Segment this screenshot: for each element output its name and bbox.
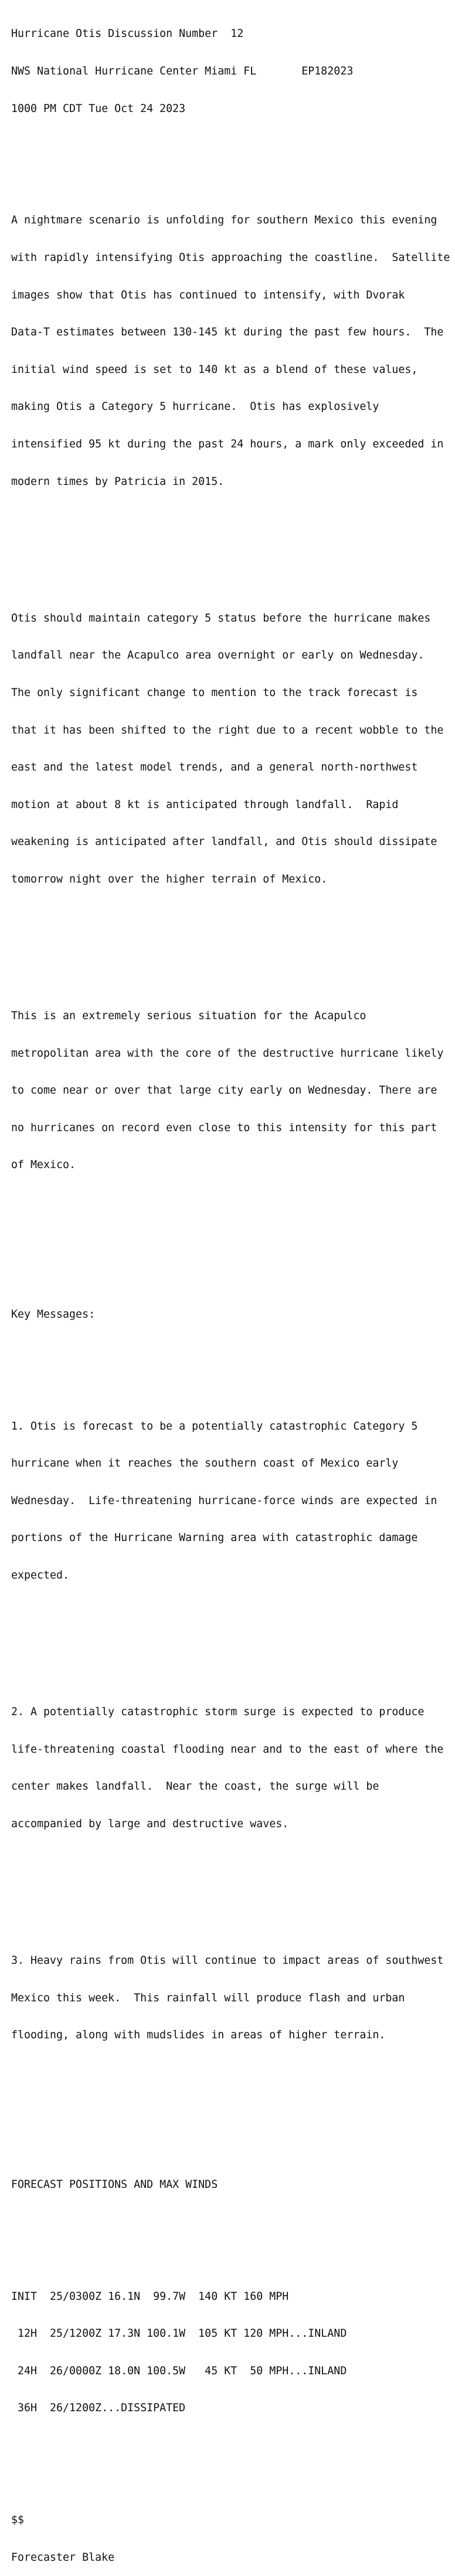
text-line: 2. A potentially catastrophic storm surge is expected to produce (11, 1706, 425, 1719)
text-line: east and the latest model trends, and a general north-northwest (11, 761, 418, 774)
blank-line (11, 1880, 451, 1892)
text-line: This is an extremely serious situation for the Acapulco (11, 1010, 366, 1023)
text-line: weakening is anticipated after landfall, and Otis should dissipate (11, 836, 437, 849)
blank-line (11, 935, 451, 948)
forecast-heading: FORECAST POSITIONS AND MAX WINDS (11, 2178, 218, 2191)
forecast-row: INIT 25/0300Z 16.1N 99.7W 140 KT 160 MPH (11, 2290, 289, 2303)
text-line: modern times by Patricia in 2015. (11, 475, 225, 488)
forecast-table (11, 2265, 451, 2439)
text-line: landfall near the Acapulco area overnight or early on Wednesday. (11, 649, 425, 662)
discussion-paragraph-3 (11, 985, 451, 1196)
discussion-paragraph-2 (11, 587, 451, 910)
text-line: portions of the Hurricane Warning area with catastrophic damage (11, 1532, 418, 1545)
text-line: that it has been shifted to the right due to a recent wobble to the (11, 724, 444, 737)
text-line: motion at about 8 kt is anticipated through landfall. Rapid (11, 798, 399, 811)
text-line: with rapidly intensifying Otis approaching the coastline. Satellite (11, 251, 450, 264)
end-marker: $$ (11, 2514, 25, 2527)
discussion-document (11, 3, 451, 2576)
text-line: of Mexico. (11, 1159, 76, 1172)
forecast-row: 36H 26/1200Z...DISSIPATED (11, 2402, 186, 2415)
text-line: The only significant change to mention to the track forecast is (11, 686, 418, 699)
text-line: to come near or over that large city early on Wednesday. There are (11, 1084, 437, 1097)
document-title: Hurricane Otis Discussion Number 12 (11, 28, 244, 40)
text-line: Otis should maintain category 5 status before the hurricane makes (11, 612, 431, 625)
blank-line (11, 140, 451, 152)
text-line: A nightmare scenario is unfolding for southern Mexico this evening (11, 214, 437, 227)
text-line: tomorrow night over the higher terrain of Mexico. (11, 873, 328, 885)
blank-line (11, 2464, 451, 2476)
text-line: intensified 95 kt during the past 24 hours, a mark only exceeded in (11, 437, 444, 450)
key-message-3 (11, 1930, 451, 2066)
blank-line (11, 1631, 451, 1644)
text-line: Mexico this week. This rainfall will produce flash and urban (11, 1991, 405, 2004)
issue-time: 1000 PM CDT Tue Oct 24 2023 (11, 102, 186, 115)
text-line: 1. Otis is forecast to be a potentially catastrophic Category 5 (11, 1420, 418, 1433)
forecast-row: 12H 25/1200Z 17.3N 100.1W 105 KT 120 MPH...INLAND (11, 2327, 347, 2340)
blank-line (11, 2215, 451, 2228)
key-message-2 (11, 1681, 451, 1855)
text-line: center makes landfall. Near the coast, the surge will be (11, 1780, 379, 1793)
issuing-office-line: NWS National Hurricane Center Miami FL EP182023 (11, 65, 354, 77)
text-line: expected. (11, 1569, 70, 1582)
forecast-row: 24H 26/0000Z 18.0N 100.5W 45 KT 50 MPH...INLAND (11, 2364, 347, 2377)
text-line: Wednesday. Life-threatening hurricane-force winds are expected in (11, 1494, 437, 1507)
blank-line (11, 1221, 451, 1233)
key-message-1 (11, 1395, 451, 1606)
blank-line (11, 1345, 451, 1357)
text-line: no hurricanes on record even close to this intensity for this part (11, 1121, 437, 1134)
blank-line (11, 1258, 451, 1271)
text-line: life-threatening coastal flooding near and to the east of where the (11, 1743, 444, 1756)
blank-line (11, 2091, 451, 2103)
blank-line (11, 538, 451, 550)
text-line: flooding, along with mudslides in areas of higher terrain. (11, 2029, 386, 2042)
blank-line (11, 2129, 451, 2141)
text-line: initial wind speed is set to 140 kt as a blend of these values, (11, 363, 418, 376)
text-line: Data-T estimates between 130-145 kt during the past few hours. The (11, 326, 444, 339)
discussion-paragraph-1 (11, 189, 451, 513)
text-line: hurricane when it reaches the southern coast of Mexico early (11, 1457, 399, 1470)
text-line: metropolitan area with the core of the destructive hurricane likely (11, 1047, 444, 1060)
text-line: images show that Otis has continued to intensify, with Dvorak (11, 289, 405, 301)
forecaster-signature: Forecaster Blake (11, 2551, 115, 2564)
text-line: 3. Heavy rains from Otis will continue to impact areas of southwest (11, 1954, 444, 1967)
text-line: accompanied by large and destructive waves. (11, 1818, 289, 1831)
text-line: making Otis a Category 5 hurricane. Otis has explosively (11, 401, 379, 413)
key-messages-heading: Key Messages: (11, 1308, 96, 1321)
